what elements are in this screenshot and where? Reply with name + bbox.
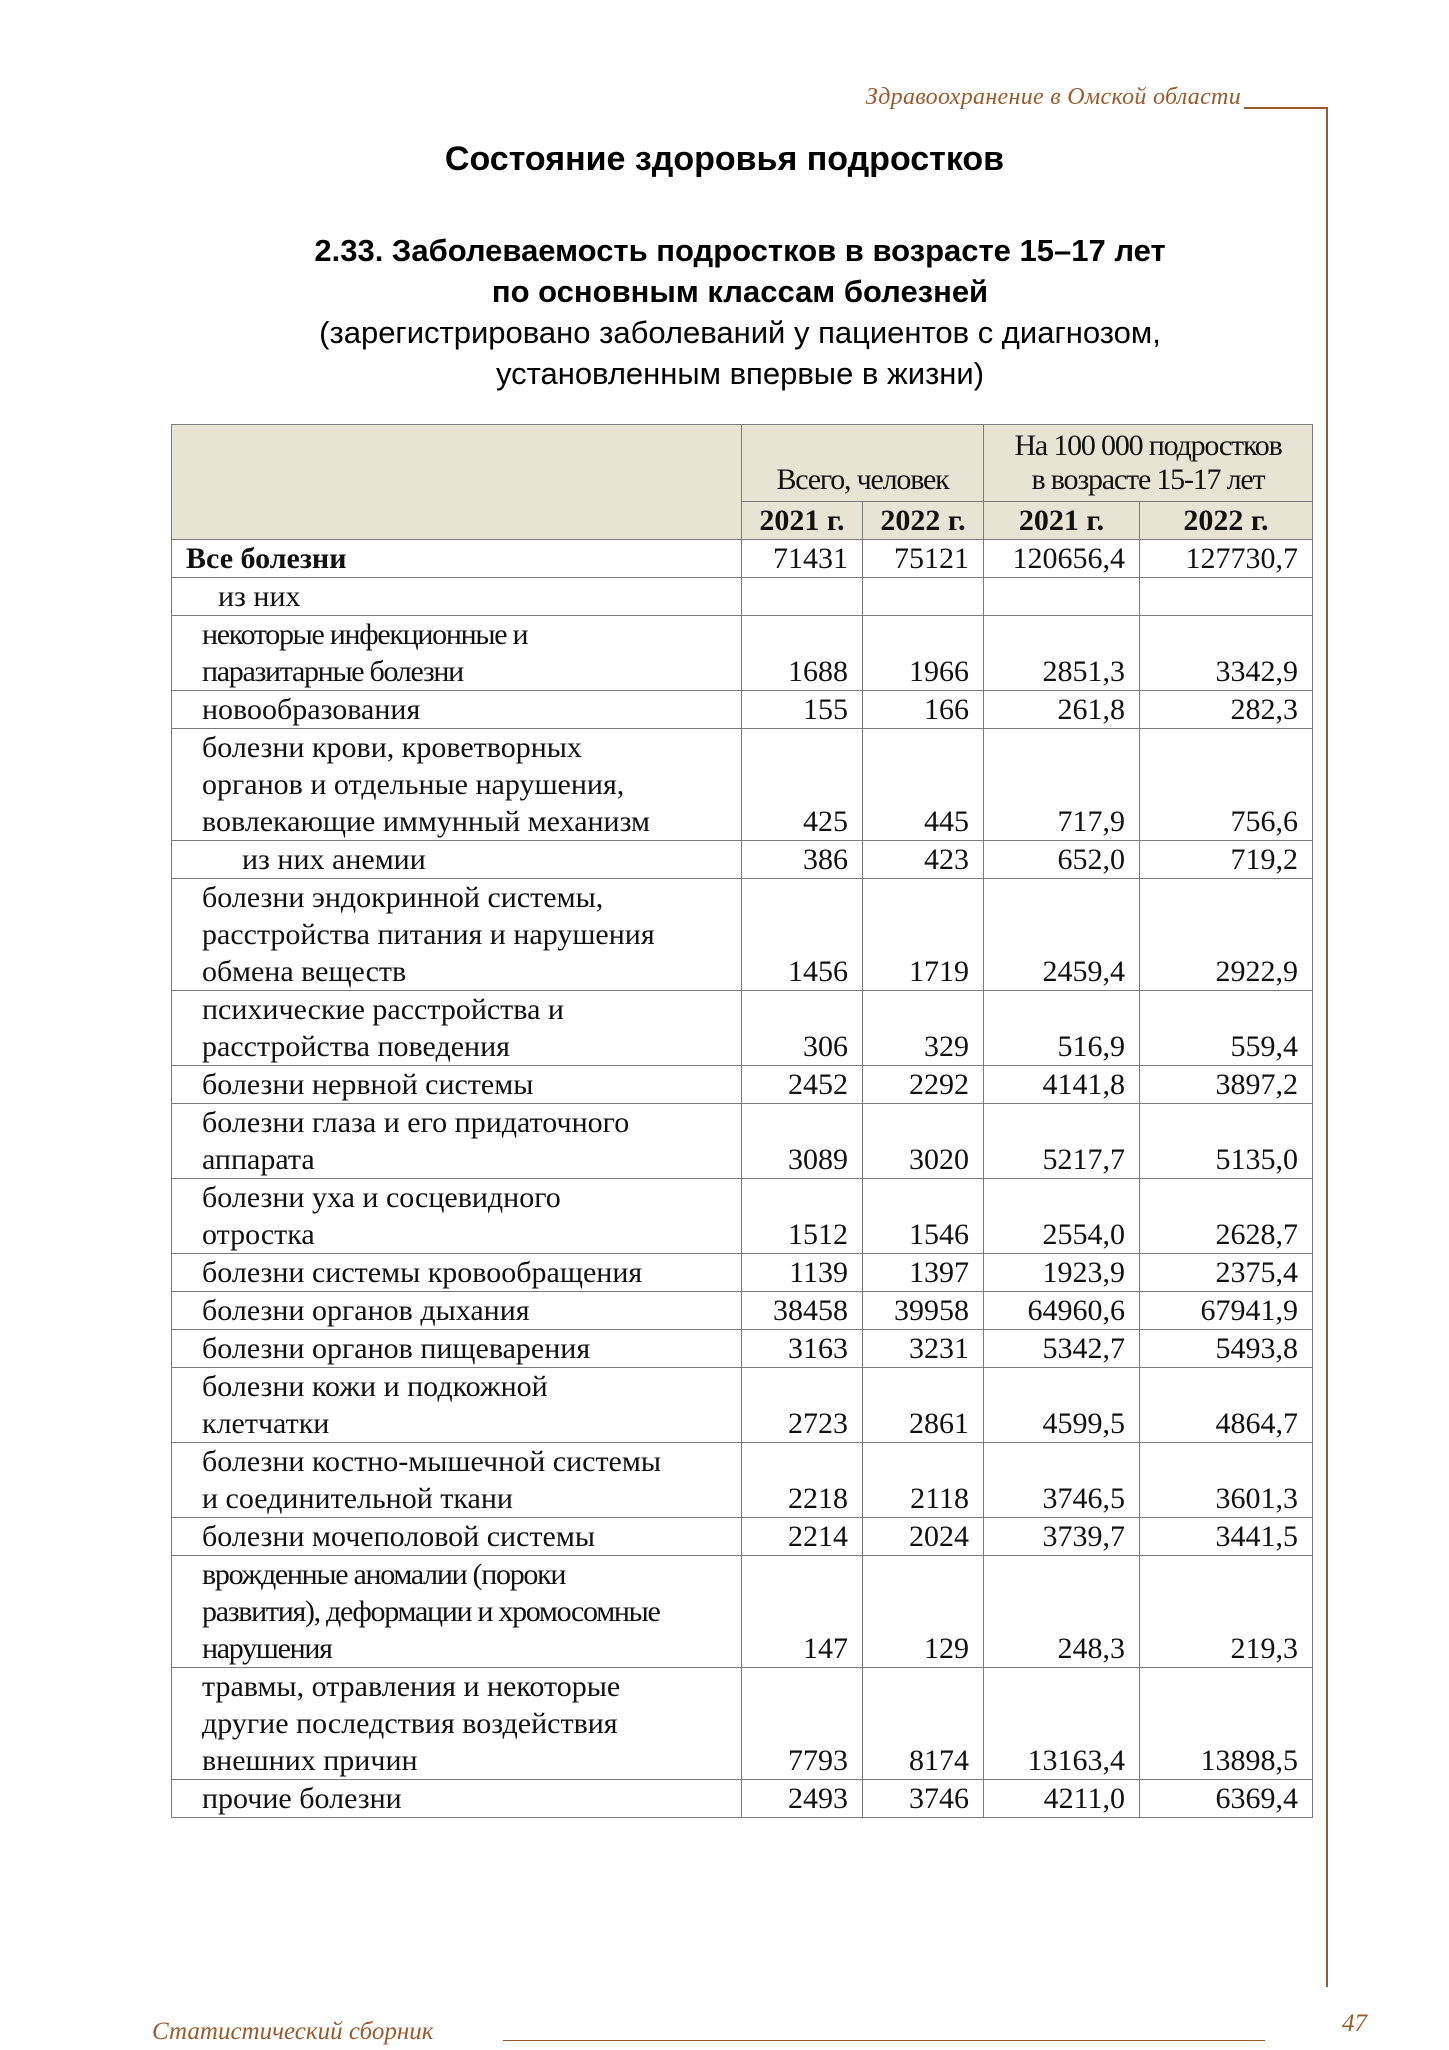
row-label-line: из них [218, 580, 301, 613]
page-number: 47 [1342, 2010, 1367, 2037]
value-cell: 127730,7 [1140, 540, 1313, 578]
row-label-line: болезни эндокринной системы, [202, 881, 604, 914]
row-label [172, 1668, 742, 1780]
header-total-persons: Всего, человек [742, 425, 984, 502]
value-cell: 129 [863, 1556, 984, 1668]
value-cell: 2292 [863, 1066, 984, 1104]
value-cell: 1512 [742, 1179, 863, 1254]
table-subtitle-line1: (зарегистрировано заболеваний у пациентов с диагнозом, [319, 315, 1161, 350]
value-cell: 2922,9 [1140, 879, 1313, 991]
row-label-line: болезни органов пищеварения [202, 1332, 591, 1365]
row-label [172, 991, 742, 1066]
table-row [172, 616, 1313, 691]
row-label [172, 1368, 742, 1443]
table-row [172, 1443, 1313, 1518]
row-label-line: расстройства поведения [202, 1030, 510, 1063]
row-label-line: клетчатки [202, 1407, 330, 1440]
value-cell: 425 [742, 729, 863, 841]
value-cell: 5342,7 [984, 1330, 1140, 1368]
row-label-line: психические расстройства и [202, 993, 564, 1026]
value-cell: 13163,4 [984, 1668, 1140, 1780]
header-rule [1244, 107, 1328, 109]
morbidity-table [171, 424, 1313, 1818]
value-cell: 3897,2 [1140, 1066, 1313, 1104]
row-label-line: расстройства питания и нарушения [202, 918, 655, 951]
table-subtitle-line2: установленным впервые в жизни) [495, 356, 985, 391]
row-label [172, 729, 742, 841]
value-cell: 2024 [863, 1518, 984, 1556]
value-cell: 2554,0 [984, 1179, 1140, 1254]
value-cell: 13898,5 [1140, 1668, 1313, 1780]
value-cell [863, 578, 984, 616]
value-cell [1140, 578, 1313, 616]
row-label [172, 1330, 742, 1368]
row-label [172, 578, 742, 616]
header-per-100000-line2: в возрасте 15-17 лет [1031, 463, 1265, 496]
value-cell: 1719 [863, 879, 984, 991]
section-title: Состояние здоровья подростков [444, 140, 1005, 178]
value-cell: 4599,5 [984, 1368, 1140, 1443]
value-cell: 147 [742, 1556, 863, 1668]
value-cell: 261,8 [984, 691, 1140, 729]
row-label-line: и соединительной ткани [202, 1482, 513, 1515]
value-cell: 38458 [742, 1292, 863, 1330]
row-label [172, 1443, 742, 1518]
value-cell: 67941,9 [1140, 1292, 1313, 1330]
value-cell: 5217,7 [984, 1104, 1140, 1179]
value-cell: 6369,4 [1140, 1780, 1313, 1818]
table-row [172, 540, 1313, 578]
row-label-line: болезни костно-мышечной системы [202, 1445, 662, 1478]
row-label [172, 1179, 742, 1254]
running-head: Здравоохранение в Омской области [865, 84, 1241, 110]
value-cell: 756,6 [1140, 729, 1313, 841]
table-row [172, 1668, 1313, 1780]
row-label-line: болезни мочеполовой системы [202, 1520, 595, 1553]
table-title-line1: 2.33. Заболеваемость подростков в возрасте 15–17 лет [314, 233, 1166, 268]
row-label-line: болезни органов дыхания [202, 1294, 530, 1327]
row-label-line: болезни крови, кроветворных [202, 731, 582, 764]
table-row [172, 1066, 1313, 1104]
row-label-line: внешних причин [202, 1744, 418, 1777]
value-cell: 652,0 [984, 841, 1140, 879]
table-title-line2: по основным классам болезней [491, 274, 989, 309]
row-label-line: болезни нервной системы [202, 1068, 534, 1101]
row-label [172, 1780, 742, 1818]
header-row-groups [172, 425, 1313, 502]
row-label-line: нарушения [202, 1632, 332, 1665]
row-label [172, 879, 742, 991]
value-cell [742, 578, 863, 616]
value-cell: 1688 [742, 616, 863, 691]
value-cell: 2118 [863, 1443, 984, 1518]
table-row [172, 1104, 1313, 1179]
value-cell: 3441,5 [1140, 1518, 1313, 1556]
value-cell: 4211,0 [984, 1780, 1140, 1818]
value-cell [984, 578, 1140, 616]
value-cell: 2375,4 [1140, 1254, 1313, 1292]
table-row [172, 841, 1313, 879]
row-label [172, 540, 742, 578]
value-cell: 4141,8 [984, 1066, 1140, 1104]
value-cell: 5135,0 [1140, 1104, 1313, 1179]
header-per-100000-line1: На 100 000 подростков [1014, 429, 1282, 462]
value-cell: 8174 [863, 1668, 984, 1780]
value-cell: 559,4 [1140, 991, 1313, 1066]
header-per-100000 [984, 425, 1313, 502]
value-cell: 120656,4 [984, 540, 1140, 578]
row-label-line: из них анемии [242, 843, 426, 876]
header-year: 2021 г. [742, 502, 863, 540]
value-cell: 516,9 [984, 991, 1140, 1066]
value-cell: 423 [863, 841, 984, 879]
value-cell: 1456 [742, 879, 863, 991]
value-cell: 64960,6 [984, 1292, 1140, 1330]
row-label-line: аппарата [202, 1143, 315, 1176]
row-label [172, 841, 742, 879]
row-label-line: обмена веществ [202, 955, 407, 988]
table-row [172, 729, 1313, 841]
value-cell: 386 [742, 841, 863, 879]
value-cell: 3231 [863, 1330, 984, 1368]
row-label-line: Все болезни [186, 542, 347, 575]
row-label-line: травмы, отравления и некоторые [202, 1670, 621, 1703]
table-row [172, 1254, 1313, 1292]
row-label [172, 1518, 742, 1556]
value-cell: 3020 [863, 1104, 984, 1179]
row-label-line: отростка [202, 1218, 315, 1251]
value-cell: 2723 [742, 1368, 863, 1443]
table-row [172, 691, 1313, 729]
table-row [172, 1179, 1313, 1254]
value-cell: 3739,7 [984, 1518, 1140, 1556]
value-cell: 2628,7 [1140, 1179, 1313, 1254]
row-label [172, 616, 742, 691]
table-row [172, 879, 1313, 991]
value-cell: 4864,7 [1140, 1368, 1313, 1443]
footer-publication: Статистический сборник [152, 2018, 434, 2045]
header-label-cell [172, 425, 742, 540]
value-cell: 1923,9 [984, 1254, 1140, 1292]
value-cell: 282,3 [1140, 691, 1313, 729]
value-cell: 39958 [863, 1292, 984, 1330]
value-cell: 3163 [742, 1330, 863, 1368]
row-label-line: врожденные аномалии (пороки [202, 1558, 566, 1591]
header-year: 2021 г. [984, 502, 1140, 540]
row-label-line: прочие болезни [202, 1782, 402, 1815]
table-row [172, 578, 1313, 616]
table-row [172, 991, 1313, 1066]
row-label [172, 1254, 742, 1292]
table-row [172, 1556, 1313, 1668]
table-body [172, 540, 1313, 1818]
value-cell: 3601,3 [1140, 1443, 1313, 1518]
value-cell: 2861 [863, 1368, 984, 1443]
row-label [172, 1104, 742, 1179]
value-cell: 166 [863, 691, 984, 729]
row-label-line: органов и отдельные нарушения, [202, 768, 625, 801]
footer-rule [503, 2040, 1265, 2041]
table-heading [140, 230, 1340, 394]
value-cell: 2851,3 [984, 616, 1140, 691]
row-label-line: другие последствия воздействия [202, 1707, 618, 1740]
row-label-line: болезни глаза и его придаточного [202, 1106, 630, 1139]
row-label-line: развития), деформации и хромосомные [202, 1595, 660, 1628]
value-cell: 5493,8 [1140, 1330, 1313, 1368]
value-cell: 1397 [863, 1254, 984, 1292]
table-row [172, 1330, 1313, 1368]
value-cell: 717,9 [984, 729, 1140, 841]
value-cell: 75121 [863, 540, 984, 578]
value-cell: 1546 [863, 1179, 984, 1254]
row-label-line: болезни кожи и подкожной [202, 1370, 548, 1403]
value-cell: 2218 [742, 1443, 863, 1518]
value-cell: 219,3 [1140, 1556, 1313, 1668]
value-cell: 3746,5 [984, 1443, 1140, 1518]
row-label-line: паразитарные болезни [202, 655, 463, 688]
row-label [172, 1556, 742, 1668]
row-label-line: болезни уха и сосцевидного [202, 1181, 561, 1214]
value-cell: 1139 [742, 1254, 863, 1292]
value-cell: 719,2 [1140, 841, 1313, 879]
value-cell: 248,3 [984, 1556, 1140, 1668]
value-cell: 3089 [742, 1104, 863, 1179]
row-label-line: некоторые инфекционные и [202, 618, 528, 651]
value-cell: 3746 [863, 1780, 984, 1818]
value-cell: 2459,4 [984, 879, 1140, 991]
value-cell: 2452 [742, 1066, 863, 1104]
value-cell: 2493 [742, 1780, 863, 1818]
row-label [172, 1292, 742, 1330]
header-year: 2022 г. [863, 502, 984, 540]
value-cell: 3342,9 [1140, 616, 1313, 691]
row-label [172, 691, 742, 729]
row-label-line: новообразования [202, 693, 421, 726]
table-row [172, 1780, 1313, 1818]
value-cell: 155 [742, 691, 863, 729]
table-row [172, 1292, 1313, 1330]
row-label [172, 1066, 742, 1104]
header-year: 2022 г. [1140, 502, 1313, 540]
value-cell: 306 [742, 991, 863, 1066]
value-cell: 329 [863, 991, 984, 1066]
value-cell: 7793 [742, 1668, 863, 1780]
row-label-line: вовлекающие иммунный механизм [202, 805, 651, 838]
table-row [172, 1368, 1313, 1443]
value-cell: 71431 [742, 540, 863, 578]
table-row [172, 1518, 1313, 1556]
value-cell: 1966 [863, 616, 984, 691]
value-cell: 445 [863, 729, 984, 841]
row-label-line: болезни системы кровообращения [202, 1256, 643, 1289]
value-cell: 2214 [742, 1518, 863, 1556]
